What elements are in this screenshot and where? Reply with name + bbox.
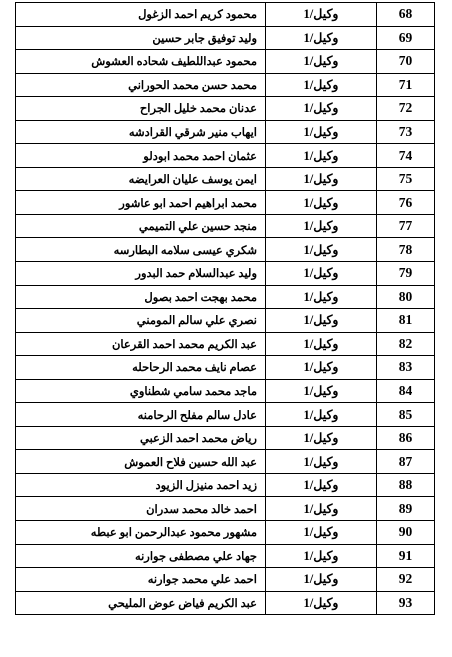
name-cell: عثمان احمد محمد ابودلو: [16, 144, 266, 168]
name-cell: ايهاب منير شرقي القرادشه: [16, 120, 266, 144]
rank-cell: وكيل/1: [266, 544, 377, 568]
table-row: [16, 473, 435, 497]
name-cell: زيد احمد منيزل الزيود: [16, 473, 266, 497]
row-number-cell: 86: [377, 426, 435, 450]
table-row: [16, 568, 435, 592]
table-row: [16, 426, 435, 450]
rank-cell: وكيل/1: [266, 214, 377, 238]
name-cell: وليد توفيق جابر حسين: [16, 26, 266, 50]
table-row: [16, 450, 435, 474]
table-row: [16, 144, 435, 168]
name-cell: عبد الله حسين فلاح العموش: [16, 450, 266, 474]
row-number-cell: 88: [377, 473, 435, 497]
rank-cell: وكيل/1: [266, 356, 377, 380]
table-row: [16, 332, 435, 356]
name-cell: رياض محمد احمد الزعبي: [16, 426, 266, 450]
row-number-cell: 87: [377, 450, 435, 474]
table-row: [16, 262, 435, 286]
name-cell: مشهور محمود عبدالرحمن ابو عبطه: [16, 521, 266, 545]
rank-cell: وكيل/1: [266, 497, 377, 521]
name-cell: محمد بهجت احمد بصول: [16, 285, 266, 309]
table-row: [16, 356, 435, 380]
row-number-cell: 85: [377, 403, 435, 427]
row-number-cell: 77: [377, 214, 435, 238]
table-row: [16, 167, 435, 191]
table-row: [16, 544, 435, 568]
name-cell: احمد خالد محمد سدران: [16, 497, 266, 521]
row-number-cell: 78: [377, 238, 435, 262]
name-cell: ماجد محمد سامي شطناوي: [16, 379, 266, 403]
name-cell: عبد الكريم فياض عوض المليحي: [16, 591, 266, 615]
table-row: [16, 591, 435, 615]
rank-cell: وكيل/1: [266, 309, 377, 333]
rank-cell: وكيل/1: [266, 332, 377, 356]
row-number-cell: 81: [377, 309, 435, 333]
table-row: [16, 97, 435, 121]
row-number-cell: 73: [377, 120, 435, 144]
rank-cell: وكيل/1: [266, 285, 377, 309]
row-number-cell: 83: [377, 356, 435, 380]
rank-cell: وكيل/1: [266, 262, 377, 286]
table-row: [16, 403, 435, 427]
row-number-cell: 68: [377, 3, 435, 27]
row-number-cell: 74: [377, 144, 435, 168]
table-row: [16, 73, 435, 97]
row-number-cell: 69: [377, 26, 435, 50]
rank-cell: وكيل/1: [266, 97, 377, 121]
rank-cell: وكيل/1: [266, 426, 377, 450]
name-cell: محمود كريم احمد الزغول: [16, 3, 266, 27]
row-number-cell: 71: [377, 73, 435, 97]
rank-cell: وكيل/1: [266, 26, 377, 50]
personnel-table-body: [16, 3, 435, 615]
name-cell: عصام نايف محمد الرحاحله: [16, 356, 266, 380]
row-number-cell: 79: [377, 262, 435, 286]
table-row: [16, 191, 435, 215]
name-cell: شكري عيسى سلامه البطارسه: [16, 238, 266, 262]
row-number-cell: 72: [377, 97, 435, 121]
name-cell: احمد علي محمد جوارنه: [16, 568, 266, 592]
rank-cell: وكيل/1: [266, 568, 377, 592]
name-cell: محمد حسن محمد الحوراني: [16, 73, 266, 97]
table-row: [16, 379, 435, 403]
table-row: [16, 120, 435, 144]
rank-cell: وكيل/1: [266, 167, 377, 191]
row-number-cell: 93: [377, 591, 435, 615]
name-cell: محمد ابراهيم احمد ابو عاشور: [16, 191, 266, 215]
name-cell: ايمن يوسف عليان العرايضه: [16, 167, 266, 191]
rank-cell: وكيل/1: [266, 238, 377, 262]
row-number-cell: 91: [377, 544, 435, 568]
table-row: [16, 285, 435, 309]
name-cell: منجد حسين علي التميمي: [16, 214, 266, 238]
rank-cell: وكيل/1: [266, 521, 377, 545]
rank-cell: وكيل/1: [266, 120, 377, 144]
rank-cell: وكيل/1: [266, 473, 377, 497]
row-number-cell: 75: [377, 167, 435, 191]
row-number-cell: 82: [377, 332, 435, 356]
name-cell: عادل سالم مفلح الرحامنه: [16, 403, 266, 427]
name-cell: وليد عبدالسلام حمد البدور: [16, 262, 266, 286]
row-number-cell: 70: [377, 50, 435, 74]
name-cell: عدنان محمد خليل الجراح: [16, 97, 266, 121]
row-number-cell: 84: [377, 379, 435, 403]
rank-cell: وكيل/1: [266, 73, 377, 97]
row-number-cell: 80: [377, 285, 435, 309]
rank-cell: وكيل/1: [266, 144, 377, 168]
row-number-cell: 90: [377, 521, 435, 545]
name-cell: عبد الكريم محمد احمد القرعان: [16, 332, 266, 356]
rank-cell: وكيل/1: [266, 50, 377, 74]
row-number-cell: 92: [377, 568, 435, 592]
table-row: [16, 26, 435, 50]
table-row: [16, 309, 435, 333]
row-number-cell: 76: [377, 191, 435, 215]
name-cell: جهاد علي مصطفى جوارنه: [16, 544, 266, 568]
table-row: [16, 497, 435, 521]
rank-cell: وكيل/1: [266, 450, 377, 474]
rank-cell: وكيل/1: [266, 591, 377, 615]
rank-cell: وكيل/1: [266, 191, 377, 215]
table-row: [16, 3, 435, 27]
table-row: [16, 521, 435, 545]
rank-cell: وكيل/1: [266, 379, 377, 403]
table-row: [16, 214, 435, 238]
name-cell: محمود عبداللطيف شحاده العشوش: [16, 50, 266, 74]
table-row: [16, 238, 435, 262]
table-row: [16, 50, 435, 74]
rank-cell: وكيل/1: [266, 3, 377, 27]
rank-cell: وكيل/1: [266, 403, 377, 427]
name-cell: نصري علي سالم المومني: [16, 309, 266, 333]
row-number-cell: 89: [377, 497, 435, 521]
personnel-table: [15, 2, 435, 615]
